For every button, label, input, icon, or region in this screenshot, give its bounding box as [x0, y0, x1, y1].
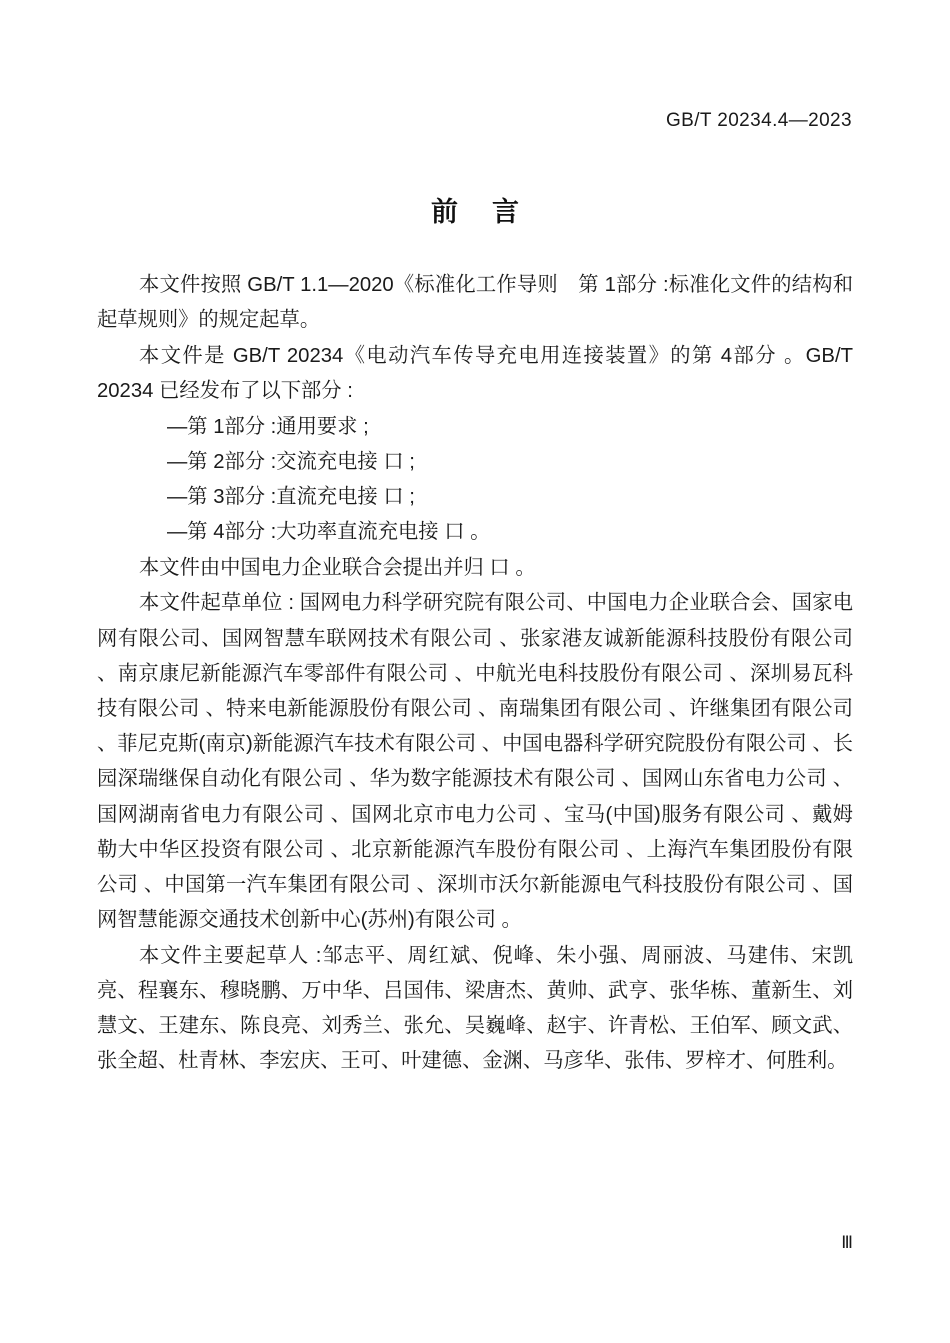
foreword-paragraph-drafting-organizations: 本文件起草单位 : 国网电力科学研究院有限公司、中国电力企业联合会、国家电网有限公司、国网智慧车联网技术有限公司 、张家港友诚新能源科技股份有限公司 、南京康尼新能源汽车零部件有限公司 、中航光电科技股份有限公司 、深圳易瓦科技有限公司 、特来电新能源股份有限公司 、南瑞集团有限公司 、许继集团有限公司 、菲尼克斯(南京)新能源汽车技术有限公司 、中国电器科学研究院股份有限公司 、长园深瑞继保自动化有限公司 、华为数字能源技术有限公司 、国网山东省电力公司 、国网湖南省电力有限公司 、国网北京市电力公司 、宝马(中国)服务有限公司 、戴姆勒大中华区投资有限公司 、北京新能源汽车股份有限公司 、上海汽车集团股份有限公司 、中国第一汽车集团有限公司 、深圳市沃尔新能源电气科技股份有限公司 、国网智慧能源交通技术创新中心(苏州)有限公司 。	[97, 592, 853, 932]
foreword-body	[97, 268, 853, 1080]
list-item: —第 4部分 :大功率直流充电接 口 。	[167, 521, 491, 544]
foreword-paragraph-proposing-body: 本文件由中国电力企业联合会提出并归 口 。	[139, 556, 536, 579]
standard-parts-list	[97, 410, 853, 551]
foreword-paragraph-series-intro: 本文件是 GB/T 20234《电动汽车传导充电用连接装置》的第 4部分 。GB/T 20234 已经发布了以下部分 :	[97, 344, 853, 403]
running-header-standard-number: GB/T 20234.4—2023	[665, 110, 852, 131]
page-title: 前言	[431, 197, 553, 227]
list-item: —第 1部分 :通用要求 ;	[167, 415, 369, 438]
page-number: Ⅲ	[841, 1233, 853, 1252]
foreword-paragraph-principal-drafters: 本文件主要起草人 :邹志平、周红斌、倪峰、朱小强、周丽波、马建伟、宋凯亮、程襄东、穆晓鹏、万中华、吕国伟、梁唐杰、黄帅、武亨、张华栋、董新生、刘慧文、王建东、陈良亮、刘秀兰、张允、吴巍峰、赵宇、许青松、王伯军、顾文武、张全超、杜青林、李宏庆、王可、叶建德、金渊、马彦华、张伟、罗梓才、何胜利。	[97, 944, 853, 1073]
foreword-paragraph-drafting-rules: 本文件按照 GB/T 1.1—2020《标准化工作导则 第 1部分 :标准化文件的结构和起草规则》的规定起草。	[97, 274, 853, 332]
list-item: —第 3部分 :直流充电接 口 ;	[167, 486, 415, 509]
list-item: —第 2部分 :交流充电接 口 ;	[167, 451, 415, 474]
